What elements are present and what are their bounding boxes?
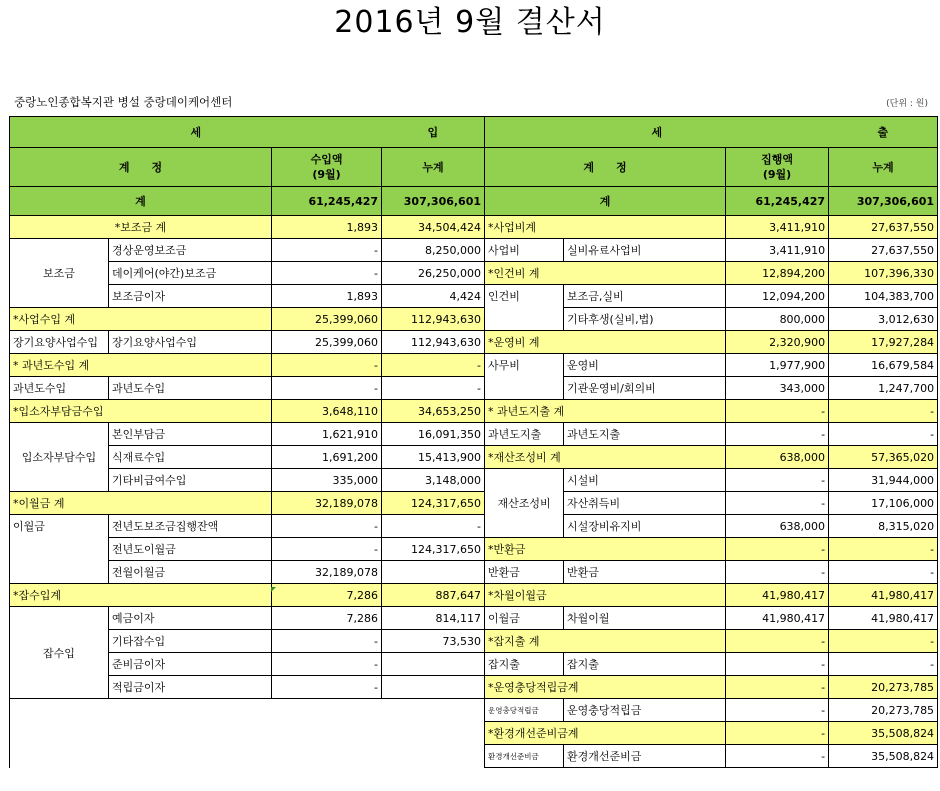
expense-subtotal-label: * 과년도지출 계	[485, 400, 726, 423]
expense-total-amount: 61,245,427	[726, 187, 829, 216]
income-subtotal-label: *입소자부담금수입	[10, 400, 272, 423]
expense-amount: -	[726, 538, 829, 561]
expense-cumulative: 17,927,284	[829, 331, 938, 354]
expense-item-label: 반환금	[564, 561, 726, 584]
expense-group-label: 재산조성비	[485, 469, 564, 538]
expense-amount: 638,000	[726, 446, 829, 469]
expense-amount-header: 집행액 (9월)	[726, 148, 829, 187]
expense-amount: 638,000	[726, 515, 829, 538]
expense-amount: -	[726, 699, 829, 722]
expense-cumulative: -	[829, 538, 938, 561]
expense-subtotal-label: *인건비 계	[485, 262, 726, 285]
expense-total-label: 계	[485, 187, 726, 216]
income-header-a: 세	[10, 117, 382, 148]
table-row	[10, 561, 938, 584]
expense-cumulative: 35,508,824	[829, 745, 938, 768]
income-cumulative: 16,091,350	[382, 423, 485, 446]
table-row	[10, 630, 938, 653]
table-row	[10, 331, 938, 354]
income-cumulative	[382, 653, 485, 676]
expense-subtotal-label: *사업비계	[485, 216, 726, 239]
expense-amount: 1,977,900	[726, 354, 829, 377]
expense-amount: -	[726, 653, 829, 676]
table-row	[10, 699, 938, 722]
income-amount: -	[272, 239, 382, 262]
expense-cumulative: 41,980,417	[829, 607, 938, 630]
expense-amount: -	[726, 630, 829, 653]
income-amount: 7,286	[272, 584, 382, 607]
table-row	[10, 216, 938, 239]
expense-cumulative: 20,273,785	[829, 699, 938, 722]
income-group-label: 잡수입	[10, 607, 109, 699]
income-total-cumulative: 307,306,601	[382, 187, 485, 216]
expense-cumulative: 41,980,417	[829, 584, 938, 607]
income-amount: 25,399,060	[272, 308, 382, 331]
income-amount: -	[272, 377, 382, 400]
income-amount: -	[272, 354, 382, 377]
income-account-header: 계 정	[10, 148, 272, 187]
table-row	[10, 653, 938, 676]
expense-group-label: 잡지출	[485, 653, 564, 676]
table-row	[10, 239, 938, 262]
income-item-label: 전년도이월금	[109, 538, 272, 561]
expense-item-label: 차월이월	[564, 607, 726, 630]
income-item-label: 전월이월금	[109, 561, 272, 584]
income-amount: -	[272, 676, 382, 699]
expense-account-header: 계 정	[485, 148, 726, 187]
expense-group-label: 이월금	[485, 607, 564, 630]
expense-cumulative: 104,383,700	[829, 285, 938, 308]
expense-amount: 12,094,200	[726, 285, 829, 308]
income-amount: 7,286	[272, 607, 382, 630]
income-subtotal-label: *사업수입 계	[10, 308, 272, 331]
expense-subtotal-label: *잡지출 계	[485, 630, 726, 653]
expense-group-label: 사업비	[485, 239, 564, 262]
expense-amount: 343,000	[726, 377, 829, 400]
income-amount: 1,621,910	[272, 423, 382, 446]
income-amount: 1,893	[272, 285, 382, 308]
income-cumulative: -	[382, 515, 485, 538]
expense-group-label: 운영충당적립금	[485, 699, 564, 722]
income-cumulative: 34,504,424	[382, 216, 485, 239]
income-subtotal-label: *이월금 계	[10, 492, 272, 515]
income-cumulative	[382, 561, 485, 584]
income-cumulative: 34,653,250	[382, 400, 485, 423]
income-item-label: 기타잡수입	[109, 630, 272, 653]
expense-amount: 3,411,910	[726, 239, 829, 262]
expense-amount: 41,980,417	[726, 607, 829, 630]
column-header-row	[10, 148, 938, 187]
expense-group-label: 과년도지출	[485, 423, 564, 446]
expense-amount: -	[726, 469, 829, 492]
income-item-label: 전년도보조금집행잔액	[109, 515, 272, 538]
expense-group-label: 반환금	[485, 561, 564, 584]
income-group-spacer	[10, 538, 109, 561]
expense-amount: -	[726, 492, 829, 515]
income-item-label: 식재료수입	[109, 446, 272, 469]
income-amount: 25,399,060	[272, 331, 382, 354]
expense-cumulative: 1,247,700	[829, 377, 938, 400]
income-total-label: 계	[10, 187, 272, 216]
table-row	[10, 538, 938, 561]
income-cumulative: 124,317,650	[382, 492, 485, 515]
income-item-label: 예금이자	[109, 607, 272, 630]
expense-amount: -	[726, 423, 829, 446]
settlement-table	[9, 116, 938, 768]
income-item-label: 본인부담금	[109, 423, 272, 446]
table-row	[10, 607, 938, 630]
table-row	[10, 400, 938, 423]
expense-subtotal-label: *차월이월금	[485, 584, 726, 607]
income-item-label: 데이케어(야간)보조금	[109, 262, 272, 285]
expense-header-a: 세	[485, 117, 829, 148]
expense-subtotal-label: *재산조성비 계	[485, 446, 726, 469]
income-cumulative: 3,148,000	[382, 469, 485, 492]
income-cumulative-header: 누계	[382, 148, 485, 187]
income-cumulative: 814,117	[382, 607, 485, 630]
income-amount: 32,189,078	[272, 561, 382, 584]
expense-amount: -	[726, 561, 829, 584]
cell-comment-marker	[271, 587, 276, 592]
expense-amount: -	[726, 400, 829, 423]
table-row	[10, 262, 938, 285]
expense-item-label: 자산취득비	[564, 492, 726, 515]
expense-cumulative: 20,273,785	[829, 676, 938, 699]
expense-item-label: 보조금,실비	[564, 285, 726, 308]
expense-cumulative: -	[829, 423, 938, 446]
income-group-label: 이월금	[10, 515, 109, 538]
table-row	[10, 354, 938, 377]
income-item-label: 경상운영보조금	[109, 239, 272, 262]
table-row	[10, 377, 938, 400]
income-cumulative: 124,317,650	[382, 538, 485, 561]
expense-item-label: 시설장비유지비	[564, 515, 726, 538]
table-row	[10, 423, 938, 446]
table-row	[10, 446, 938, 469]
income-cumulative: 887,647	[382, 584, 485, 607]
expense-amount: -	[726, 722, 829, 745]
income-header-b: 입	[382, 117, 485, 148]
income-item-label: 준비금이자	[109, 653, 272, 676]
expense-header-b: 출	[829, 117, 938, 148]
section-header-row	[10, 117, 938, 148]
income-cumulative: -	[382, 354, 485, 377]
income-subtotal-label: *보조금 계	[10, 216, 272, 239]
expense-cumulative-header: 누계	[829, 148, 938, 187]
expense-amount: 3,411,910	[726, 216, 829, 239]
expense-subtotal-label: *환경개선준비금계	[485, 722, 726, 745]
income-cumulative: 73,530	[382, 630, 485, 653]
income-cumulative: 15,413,900	[382, 446, 485, 469]
expense-subtotal-label: *운영비 계	[485, 331, 726, 354]
income-group-spacer	[10, 561, 109, 584]
expense-item-label: 시설비	[564, 469, 726, 492]
income-cumulative: 112,943,630	[382, 331, 485, 354]
expense-item-label: 운영비	[564, 354, 726, 377]
income-cumulative: 8,250,000	[382, 239, 485, 262]
income-item-label: 기타비급여수입	[109, 469, 272, 492]
income-item-label: 보조금이자	[109, 285, 272, 308]
income-group-label: 장기요양사업수입	[10, 331, 109, 354]
expense-cumulative: 8,315,020	[829, 515, 938, 538]
income-cumulative: 112,943,630	[382, 308, 485, 331]
table-row	[10, 492, 938, 515]
table-row	[10, 515, 938, 538]
expense-amount: -	[726, 676, 829, 699]
unit-note: (단위 : 원)	[886, 99, 928, 109]
income-amount: 3,648,110	[272, 400, 382, 423]
table-row	[10, 469, 938, 492]
page-title: 2016년 9월 결산서	[334, 5, 606, 40]
income-amount: -	[272, 538, 382, 561]
income-total-amount: 61,245,427	[272, 187, 382, 216]
income-amount: -	[272, 630, 382, 653]
income-amount: -	[272, 262, 382, 285]
expense-item-label: 과년도지출	[564, 423, 726, 446]
expense-group-label: 사무비	[485, 354, 564, 377]
expense-cumulative: 27,637,550	[829, 239, 938, 262]
expense-cumulative: 27,637,550	[829, 216, 938, 239]
expense-subtotal-label: *반환금	[485, 538, 726, 561]
income-subtotal-label: * 과년도수입 계	[10, 354, 272, 377]
organization-name: 중랑노인종합복지관 병설 중랑데이케어센터	[14, 95, 233, 109]
income-cumulative	[382, 676, 485, 699]
expense-item-label: 실비유료사업비	[564, 239, 726, 262]
expense-cumulative: 3,012,630	[829, 308, 938, 331]
expense-item-label: 기관운영비/회의비	[564, 377, 726, 400]
expense-amount: 41,980,417	[726, 584, 829, 607]
income-group-label: 입소자부담수입	[10, 423, 109, 492]
expense-item-label: 운영충당적립금	[564, 699, 726, 722]
expense-group-label: 환경개선준비금	[485, 745, 564, 768]
income-amount: 1,893	[272, 216, 382, 239]
income-cumulative: 4,424	[382, 285, 485, 308]
expense-amount: 800,000	[726, 308, 829, 331]
expense-group-label: 인건비	[485, 285, 564, 308]
expense-cumulative: -	[829, 653, 938, 676]
table-row	[10, 584, 938, 607]
expense-cumulative: 57,365,020	[829, 446, 938, 469]
expense-subtotal-label: *운영충당적립금계	[485, 676, 726, 699]
income-amount-header: 수입액 (9월)	[272, 148, 382, 187]
expense-cumulative: -	[829, 630, 938, 653]
expense-item-label: 기타후생(실비,법)	[564, 308, 726, 331]
income-empty-area	[10, 699, 485, 768]
expense-cumulative: -	[829, 400, 938, 423]
income-amount: -	[272, 653, 382, 676]
expense-cumulative: 17,106,000	[829, 492, 938, 515]
expense-cumulative: 107,396,330	[829, 262, 938, 285]
table-row	[10, 285, 938, 308]
expense-amount: 2,320,900	[726, 331, 829, 354]
income-group-label: 보조금	[10, 239, 109, 308]
expense-cumulative: -	[829, 561, 938, 584]
income-amount: -	[272, 515, 382, 538]
income-amount: 335,000	[272, 469, 382, 492]
income-cumulative: -	[382, 377, 485, 400]
expense-amount: -	[726, 745, 829, 768]
expense-cumulative: 31,944,000	[829, 469, 938, 492]
table-row	[10, 676, 938, 699]
income-subtotal-label: *잡수입계	[10, 584, 272, 607]
expense-cumulative: 16,679,584	[829, 354, 938, 377]
income-item-label: 적립금이자	[109, 676, 272, 699]
income-amount: 1,691,200	[272, 446, 382, 469]
expense-total-cumulative: 307,306,601	[829, 187, 938, 216]
expense-group-spacer	[485, 377, 564, 400]
grand-total-row	[10, 187, 938, 216]
expense-item-label: 환경개선준비금	[564, 745, 726, 768]
expense-amount: 12,894,200	[726, 262, 829, 285]
income-cumulative: 26,250,000	[382, 262, 485, 285]
income-amount: 32,189,078	[272, 492, 382, 515]
income-group-label: 과년도수입	[10, 377, 109, 400]
table-row	[10, 308, 938, 331]
income-item-label: 장기요양사업수입	[109, 331, 272, 354]
income-item-label: 과년도수입	[109, 377, 272, 400]
expense-item-label: 잡지출	[564, 653, 726, 676]
expense-group-spacer	[485, 308, 564, 331]
expense-cumulative: 35,508,824	[829, 722, 938, 745]
